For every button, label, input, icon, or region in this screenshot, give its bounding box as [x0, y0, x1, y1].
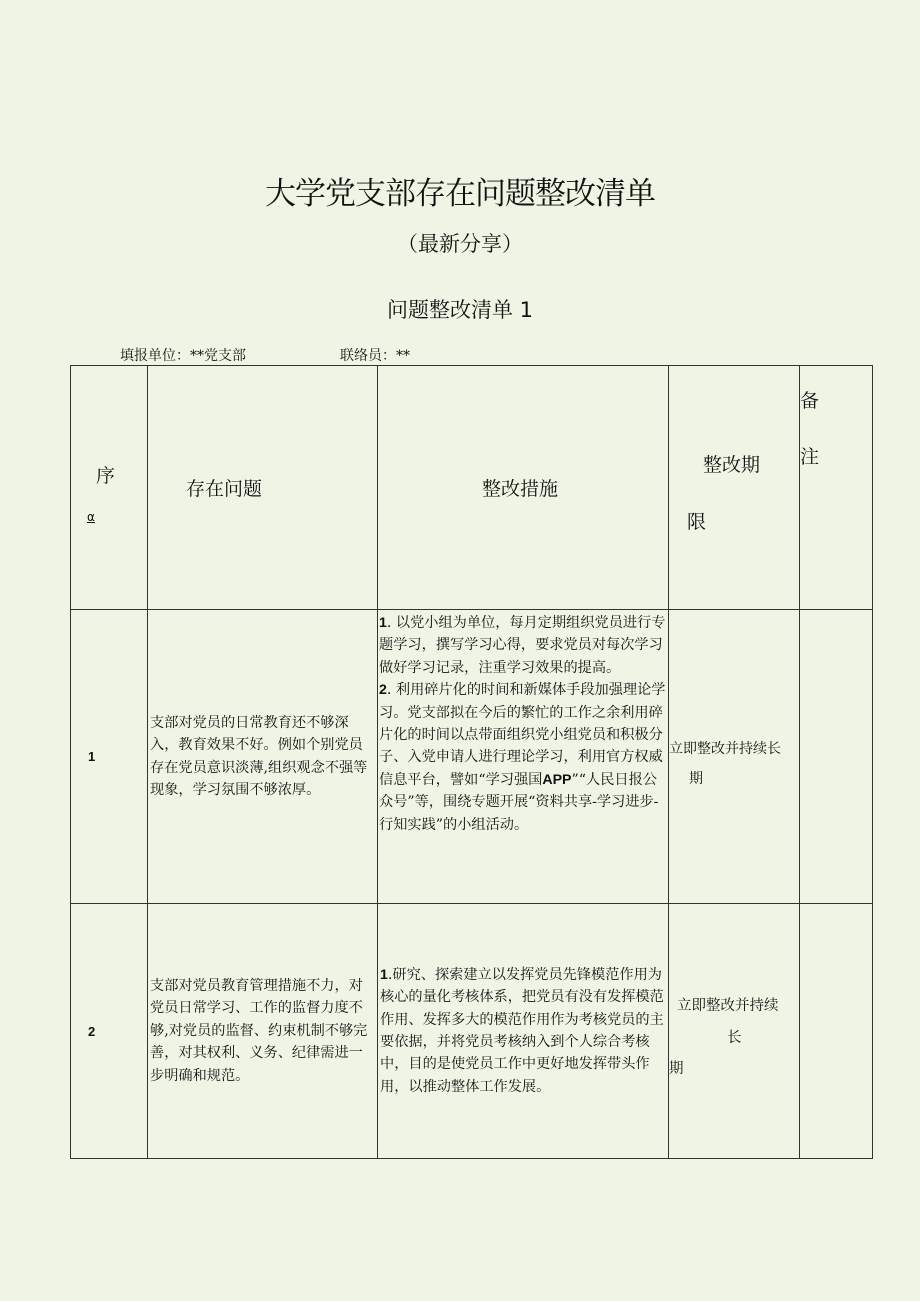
- row-measure: [378, 610, 669, 904]
- measure-item-text: ”“人民日报公众号”等，围绕专题开展“资料共享-学习进步-行知实践”的小组活动。: [379, 771, 659, 833]
- header-note-line1: 备: [800, 390, 820, 412]
- fill-unit: 填报单位：**党支部: [120, 348, 246, 364]
- header-seq: [71, 366, 148, 610]
- rectification-table: [70, 365, 873, 1159]
- row-seq: 2: [71, 904, 148, 1159]
- header-deadline: [669, 366, 800, 610]
- deadline-line2: 期: [689, 771, 703, 787]
- header-seq-mark: α: [87, 510, 95, 524]
- row-seq: 1: [71, 610, 148, 904]
- table-header-row: [71, 366, 873, 610]
- table-row: [71, 610, 873, 904]
- deadline-line2: 长: [727, 1030, 742, 1046]
- measure-item-number: 2: [379, 682, 387, 699]
- row-deadline: [669, 904, 800, 1159]
- header-note-line2: 注: [800, 446, 820, 468]
- measure-item-number: 1: [380, 966, 388, 983]
- row-note: [800, 904, 873, 1159]
- measure-app-label: APP: [542, 771, 572, 788]
- document-subtitle: （最新分享）: [397, 232, 523, 256]
- fill-info-line: [120, 345, 410, 365]
- contact-person: 联络员：**: [340, 348, 410, 364]
- row-note: [800, 610, 873, 904]
- table-row: [71, 904, 873, 1159]
- measure-item-text: . 利用碎片化的时间和新媒体手段加强理论学习。党支部拟在今后的繁忙的工作之余利用碎片化的时间以点带面组织党小组党员和积极分子、入党申请人进行理论学习，利用官方权威信息平台，譬如“学习强国: [379, 682, 666, 788]
- measure-item-text: . 以党小组为单位，每月定期组织党员进行专题学习，撰写学习心得，要求党员对每次学习做好学习记录，注重学习效果的提高。: [379, 615, 666, 676]
- measure-item-text: .研究、探索建立以发挥党员先锋模范作用为核心的量化考核体系，把党员有没有发挥模范作用、发挥多大的模范作用作为考核党员的主要依据，并将党员考核纳入到个人综合考核中，目的是使党员工作中更好地发挥带头作用，以推动整体工作发展。: [380, 966, 664, 1095]
- header-measure: 整改措施: [378, 366, 669, 610]
- row-problem: 支部对党员教育管理措施不力，对党员日常学习、工作的监督力度不够,对党员的监督、约束机制不够完善，对其权利、义务、纪律需进一步明确和规范。: [148, 904, 378, 1159]
- header-seq-label: 序: [96, 465, 116, 487]
- header-note: [800, 366, 873, 610]
- header-deadline-line2: 限: [687, 511, 707, 533]
- list-title: 问题整改清单 1: [386, 298, 534, 322]
- deadline-line3: 期: [669, 1061, 684, 1077]
- row-deadline: [669, 610, 800, 904]
- row-problem: 支部对党员的日常教育还不够深入，教育效果不好。例如个别党员存在党员意识淡薄,组织观念不强等现象，学习氛围不够浓厚。: [148, 610, 378, 904]
- measure-item-number: 1: [379, 615, 387, 631]
- header-problem: 存在问题: [148, 366, 378, 610]
- document-title: 大学党支部存在问题整改清单: [265, 176, 655, 212]
- deadline-line1: 立即整改并持续长: [669, 741, 781, 757]
- deadline-line1: 立即整改并持续: [677, 998, 779, 1014]
- row-measure: [378, 904, 669, 1159]
- header-deadline-line1: 整改期: [703, 454, 761, 476]
